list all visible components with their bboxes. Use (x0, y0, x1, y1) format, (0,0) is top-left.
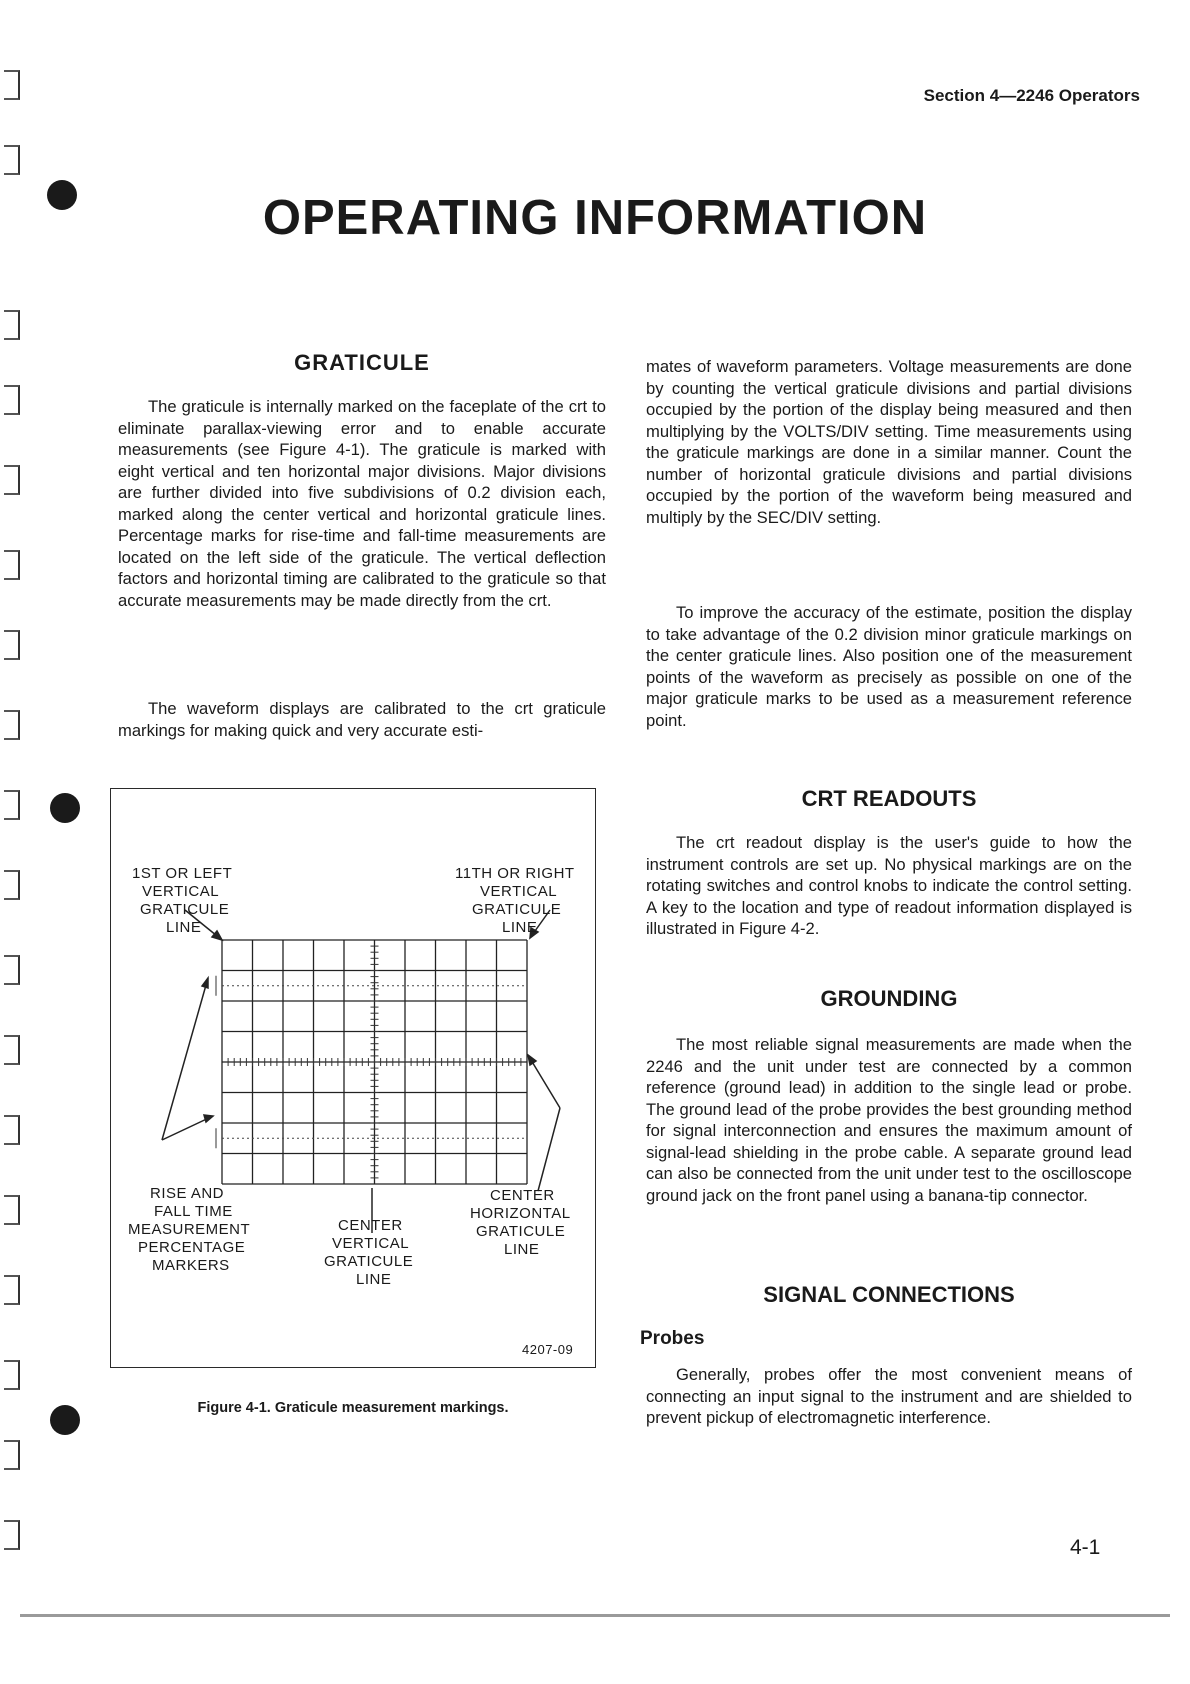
first-left-label-line2: VERTICAL (142, 883, 219, 900)
center-horizontal-label-line3: GRATICULE (476, 1223, 566, 1240)
svg-text:11TH OR RIGHT VERTICAL (455, 865, 579, 936)
accuracy-paragraph: To improve the accuracy of the estimate, position the display to take advantage of the 0.2 division minor graticule markings on the center graticule lines. Also position one of the measurement points of the waveform as precisely as possible on one of the major graticule marks to be used as a measurement reference point. (646, 603, 1132, 730)
probes-heading: Probes (640, 1328, 705, 1349)
margin-bracket (4, 550, 20, 580)
margin-bracket (4, 630, 20, 660)
center-vertical-label-line1: CENTER (338, 1217, 403, 1234)
center-horizontal-label-line1: CENTER (490, 1187, 555, 1204)
crt-readouts-heading: CRT READOUTS (801, 786, 977, 811)
first-left-label-line4: LINE (166, 919, 202, 936)
margin-bracket (4, 145, 20, 175)
svg-text:RISE AND FALL TIME MEA (128, 1185, 255, 1274)
margin-bracket (4, 70, 20, 100)
rise-fall-label-line2: FALL TIME (154, 1203, 233, 1220)
eleventh-right-label-line3: GRATICULE (472, 901, 562, 918)
signal-connections-heading: SIGNAL CONNECTIONS (763, 1282, 1015, 1307)
center-horizontal-label-line2: HORIZONTAL (470, 1205, 571, 1222)
section-header: Section 4—2246 Operators (923, 86, 1140, 105)
center-vertical-label-line4: LINE (356, 1271, 392, 1288)
margin-bracket (4, 1275, 20, 1305)
grounding-paragraph: The most reliable signal measurements are made when the 2246 and the unit under test are connected by a common reference (ground lead) in addition to the single lead or probe. The ground lead of the probe provides the best grounding method for signal interconnection and ensures the maximum amount of signal-lead shielding in the probe cable. A separate ground lead can also be connected from the unit under test to the oscilloscope ground jack on the front panel using a banana-tip connector. (646, 1035, 1132, 1205)
crt-readouts-paragraph: The crt readout display is the user's guide to how the instrument controls are set up. No physical markings are on the rotating switches and control knobs to indicate the control setting. A key to the location and type of readout information displayed is illustrated in Figure 4-2. (646, 833, 1132, 938)
graticule-figure (110, 788, 596, 1368)
rise-fall-label-line1: RISE AND (150, 1185, 225, 1202)
svg-text:CENTER HORIZONTAL GRAT (470, 1187, 575, 1258)
svg-text:CENTER VERTICAL GRATIC (324, 1217, 418, 1288)
rise-fall-label-line5: MARKERS (152, 1257, 230, 1274)
figure-id: 4207-09 (522, 1342, 574, 1357)
page-bottom-edge (20, 1614, 1170, 1617)
probes-paragraph: Generally, probes offer the most convenient means of connecting an input signal to the instrument and are shielded to prevent pickup of electromagnetic interference. (646, 1365, 1132, 1427)
eleventh-right-label-line4: LINE (502, 919, 538, 936)
margin-bracket (4, 790, 20, 820)
graticule-paragraph-1: The graticule is internally marked on the faceplate of the crt to eliminate parallax-viewing error and to enable accurate measurements (see Figure 4-1). The graticule is marked with eight vertical and ten horizontal major divisions. Major divisions are further divided into five subdivisions of 0.2 division each, marked along the center vertical and horizontal graticule lines. Percentage marks for rise-time and fall-time measurements are located on the left side of the graticule. The vertical deflection factors and horizontal timing are calibrated to the graticule so that accurate measurements may be made directly from the crt. (118, 397, 606, 610)
figure-caption: Figure 4-1. Graticule measurement markings. (197, 1400, 509, 1416)
margin-bracket (4, 955, 20, 985)
first-left-label-line3: GRATICULE (140, 901, 230, 918)
margin-bracket (4, 1115, 20, 1145)
punch-hole (50, 793, 80, 823)
graticule-heading: GRATICULE (294, 350, 430, 375)
margin-bracket (4, 1440, 20, 1470)
margin-bracket (4, 465, 20, 495)
grounding-heading: GROUNDING (820, 986, 958, 1011)
graticule-paragraph-2: The waveform displays are calibrated to the crt graticule markings for making quick and very accurate esti- (118, 699, 606, 740)
center-horizontal-label-line4: LINE (504, 1241, 540, 1258)
center-vertical-label-line2: VERTICAL (332, 1235, 409, 1252)
margin-bracket (4, 1520, 20, 1550)
graticule-paragraph-continued: mates of waveform parameters. Voltage measurements are done by counting the vertical graticule divisions and partial divisions occupied by the portion of the display being measured and then multiplying by the VOLTS/DIV setting. Time measurements using the graticule markings are done in a similar manner. Count the number of horizontal graticule divisions and partial divisions occupied by the portion of the waveform being measured and multiply by the SEC/DIV setting. (646, 357, 1132, 527)
eleventh-right-label-line2: VERTICAL (480, 883, 557, 900)
margin-bracket (4, 710, 20, 740)
rise-fall-label-line3: MEASUREMENT (128, 1221, 250, 1238)
rise-fall-label-line4: PERCENTAGE (138, 1239, 246, 1256)
page-number: 4-1 (1070, 1536, 1101, 1559)
margin-bracket (4, 310, 20, 340)
page-title: OPERATING INFORMATION (262, 191, 928, 245)
margin-bracket (4, 1360, 20, 1390)
margin-bracket (4, 870, 20, 900)
center-vertical-label-line3: GRATICULE (324, 1253, 414, 1270)
first-left-label-line1: 1ST OR LEFT (132, 865, 232, 882)
margin-bracket (4, 1035, 20, 1065)
margin-bracket (4, 1195, 20, 1225)
margin-bracket (4, 385, 20, 415)
eleventh-right-label-line1: 11TH OR RIGHT (455, 865, 575, 882)
svg-text:1ST OR LEFT VERTICAL G (132, 865, 237, 936)
punch-hole (50, 1405, 80, 1435)
